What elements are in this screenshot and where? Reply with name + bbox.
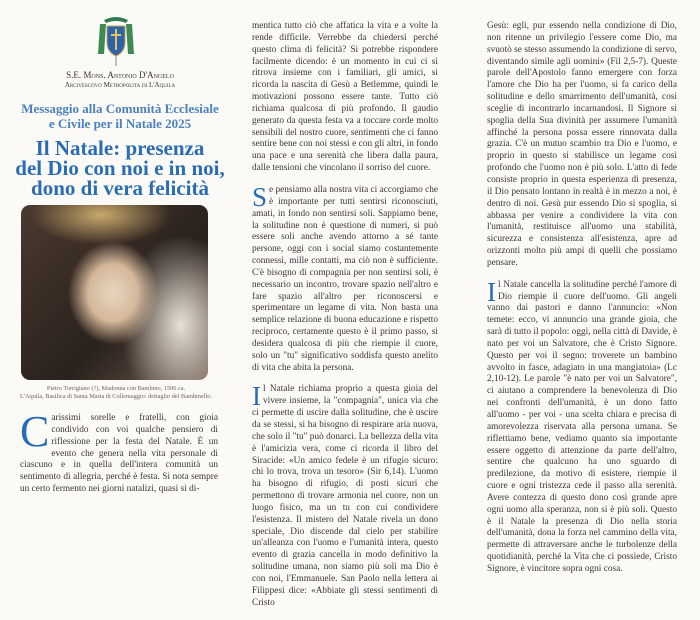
photo-caption-line-2: L'Aquila, Basilica di Santa Maria di Collemaggio: dettaglio del Bambinello. bbox=[20, 393, 212, 400]
paragraph-text: l Natale cancella la solitudine perché l'amore di Dio riempie il cuore dell'uomo. Gli angeli vanno dai pastori e danno l'annuncio: «Non temete: ecco, vi annuncio una grande gioia, che sarà di tutto il popolo: oggi, nella città di Davide, è nato per voi un Salvatore, che è Cristo Signore. Questo per voi il segno: troverete un bambino avvolto in fasce, adagiato in una mangiatoia» (Lc 2,10-12). Le parole "è nato per voi un Salvatore", ci aiutano a comprendere la benevolenza di Dio nei confronti dell'umanità, è un dono fatto all'uomo - per voi - una scelta chiara e precisa di amorevolezza riservata alla persona umana. Se riflettiamo bene, vediamo quanto sia importante essere oggetto di attenzione da parte dell'altro, sentire che qualcuno ha uno sguardo di predilezione, da motivo di esistere, riempie il cuore e ogni tristezza cede il passo alla serenità. Avere contezza di questo dono così grande apre ogni uomo alla speranza, non si è più soli. Questo è il Natale la presenza di Dio nella storia dell'umanità, dona la forza nel cammino della vita, permette di attraversare anche le turbolenze della quotidianità, perché la Vita che ci possiede, Cristo Signore, è vincitore sopra ogni cosa. bbox=[487, 279, 677, 574]
paragraph bbox=[252, 21, 438, 175]
paragraph bbox=[252, 181, 438, 375]
column-2 bbox=[252, 21, 438, 620]
author-role: Arcivescovo Metropolita di L'Aquila bbox=[64, 81, 176, 89]
paragraph-text: mentica tutto ciò che affatica la vita e a volte la rende difficile. Verrebbe da chiedersi perché questo clima di felicità? Si potrebbe rispondere facilmente dicendo: è un momento in cui ci si ritrova insieme con i familiari, gli amici, si ricorda la nascita di Gesù a Betlemme, quindi le motivazioni possono essere tante. Tutto ciò richiama qualcosa di più profondo. Il gaudio generato da questa festa va a toccare corde molto sensibili del nostro cuore, sentimenti che ci fanno sentire bene con noi stessi e con gli altri, in fondo una pace e una serenità che libera dalla paura, dalle tensioni che vincolano il sorriso del cuore. bbox=[252, 21, 438, 174]
paragraph-text: arissimi sorelle e fratelli, con gioia condivido con voi qualche pensiero di riflessione per la festa del Natale. È un evento che genera nella vita personale di ciascuno e in quella dell'intera comunità un sentimento di allegria, perché è festa. Si nota sempre un certo fermento nei giorni natalizi, quasi si di- bbox=[20, 413, 218, 495]
paragraph-text: l Natale richiama proprio a questa gioia del vivere insieme, la "compagnia", unica via che ci permette di uscire dalla solitudine, che è uscire da se stessi, si ha bisogno di respirare aria nuova, che solo il "tu" può donarci. La bellezza della vita è l'amicizia vera, come ci ricorda il libro del Siracide: «Un amico fedele è un rifugio sicuro: chi lo trova, trova un tesoro» (Sir 6,14). L'uomo ha bisogno di rifugio, di posti sicuri che permettono di trovare armonia nel cuore, non un luogo fisico, ma un tu con cui condividere l'esistenza. Il mistero del Natale rivela un dono speciale, Dio discende dal cielo per stabilire un'alleanza con l'uomo e l'umanità intera, questo evento di grazia cancella in modo definitivo la solitudine umana, non siamo più soli ma Dio è con noi, l'Emmanuele. San Paolo nella lettera ai Filippesi dice: «Abbiate gli stessi sentimenti di Cristo bbox=[252, 384, 438, 608]
drop-cap: I bbox=[252, 381, 261, 412]
paragraph bbox=[20, 407, 218, 496]
column-3 bbox=[487, 21, 677, 586]
title-line-3: dono di vera felicità bbox=[31, 176, 209, 200]
paragraph-text: Gesù: egli, pur essendo nella condizione di Dio, non ritenne un privilegio l'essere come Dio, ma svuotò se stesso assumendo la condizione di servo, diventando simile agli uomini» (Fil 2,5-7). Queste parole dell'Apostolo fanno emergere con forza l'amore che Dio ha per l'uomo, si fa carico della solitudine e dello smarrimento dell'umanità, così sceglie di incontrarlo incarnandosi. Il Signore si spoglia della Sua divinità per assumere l'umanità affinché la persona possa essere rinnovata dalla grazia. C'è un mutuo scambio tra Dio e l'uomo, e proprio in questo si stabilisce un legame così profondo che l'uomo non è più solo. L'atto di fede consiste proprio in questa esperienza di presenza, il Dio pensato lontano in realtà è in mezzo a noi, è dentro di noi. Gesù pur essendo Dio si spoglia, si abbassa per venire a condividere la vita con l'umanità, restituisce all'uomo una stabilità, sicurezza e consistenza all'esistenza, apre ad orizzonti molto più ampi di quelli che possiamo pensare. bbox=[487, 21, 677, 268]
paragraph bbox=[487, 21, 677, 270]
drop-cap: S bbox=[252, 181, 268, 212]
title-line-2: del Dio con noi e in noi, bbox=[15, 156, 225, 180]
title-line-1: Il Natale: presenza bbox=[35, 136, 205, 160]
paragraph bbox=[252, 381, 438, 609]
archbishop-coat-of-arms bbox=[96, 14, 136, 68]
subtitle-line-1: Messaggio alla Comunità Ecclesiale bbox=[21, 101, 219, 116]
paragraph bbox=[487, 276, 677, 576]
drop-cap: I bbox=[487, 276, 496, 307]
column-1 bbox=[20, 407, 218, 506]
drop-cap: C bbox=[20, 407, 50, 456]
madonna-child-sculpture-photo bbox=[21, 205, 208, 380]
photo-caption-line-1: Pietro Torrigiano (?), Madonna con Bambino, 1506 ca. bbox=[46, 385, 186, 392]
paragraph-text: e pensiamo alla nostra vita ci accorgiamo che è importante per tutti sentirsi riconosciuti, amati, in fondo non sentirsi soli. Sappiamo bene, la solitudine non è questione di numeri, si può essere soli anche avendo attorno a sé tante persone, oggi con i social siamo costantemente connessi, mille contatti, ma ciò non è sufficiente. C'è bisogno di compagnia per non sentirsi soli, è necessario un incontro, trovare spazio nell'altro e fare spazio all'altro per riconoscersi e sperimentare un legame di vita. Non basta una semplice relazione di buona educazione e rispetto reciproco, certamente questo è il primo passo, si desidera qualcosa di più che riempie il cuore, solo un "tu" significativo soddisfa questo anelito di vita che abita la persona. bbox=[252, 184, 438, 373]
subtitle-line-2: e Civile per il Natale 2025 bbox=[48, 116, 192, 131]
author-name: S.E. Mons. Antonio D'Angelo bbox=[66, 70, 174, 80]
